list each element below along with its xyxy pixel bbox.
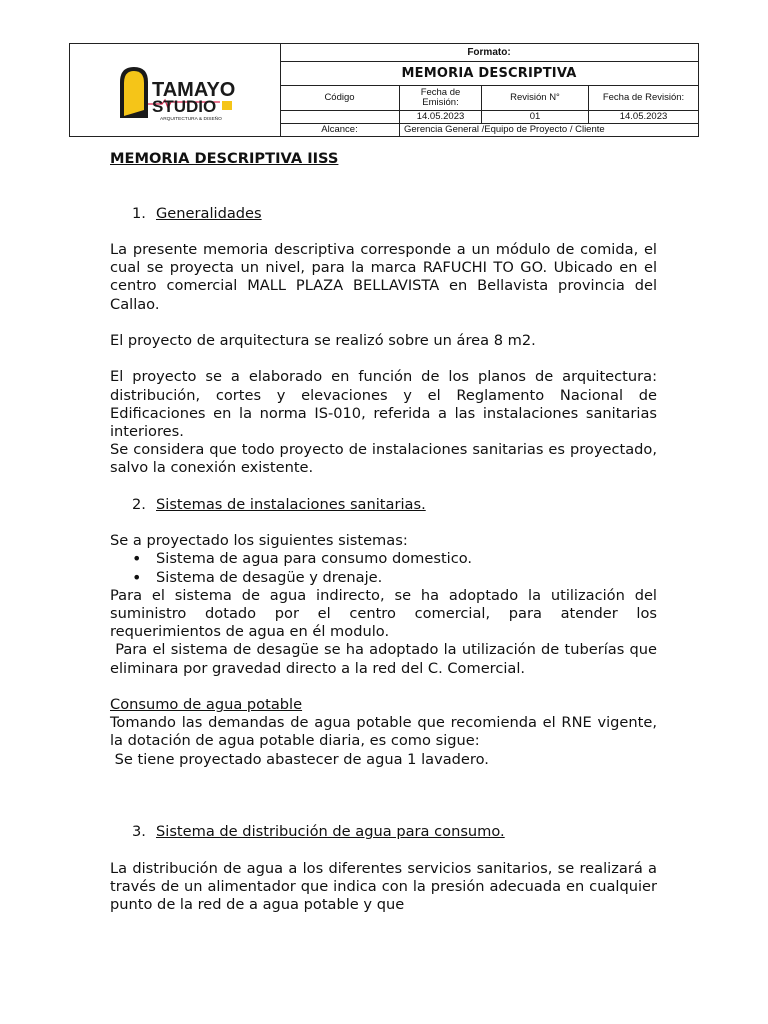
paragraph: Se considera que todo proyecto de instalaciones sanitarias es proyectado, salvo la conexión existente. xyxy=(110,441,657,477)
paragraph: Para el sistema de agua indirecto, se ha adoptado la utilización del suministro dotado por el centro comercial, para atender los requerimientos de agua en él modulo. xyxy=(110,586,657,641)
logo-text-tamayo: TAMAYO xyxy=(152,79,236,101)
section-3-title: Sistema de distribución de agua para consumo. xyxy=(156,823,505,841)
val-fecha-revision: 14.05.2023 xyxy=(619,111,668,122)
paragraph: Tomando las demandas de agua potable que recomienda el RNE vigente, la dotación de agua potable diaria, es como sigue: xyxy=(110,714,657,750)
paragraph: El proyecto de arquitectura se realizó sobre un área 8 m2. xyxy=(110,331,536,349)
header-row-columns xyxy=(280,86,698,111)
document-body xyxy=(110,150,662,914)
col-fecha-emision: Fecha de Emisión: xyxy=(400,86,482,110)
doc-type-title: MEMORIA DESCRIPTIVA xyxy=(401,65,577,81)
header-row-title xyxy=(280,62,698,86)
logo-tagline: ARQUITECTURA & DISEÑO xyxy=(160,117,222,122)
header-info xyxy=(280,44,698,136)
section-2-number: 2. xyxy=(132,495,146,513)
section-1-number: 1. xyxy=(132,204,146,222)
paragraph: La presente memoria descriptiva corresponde a un módulo de comida, el cual se proyecta un nivel, para la marca RAFUCHI TO GO. Ubicado en el centro comercial MALL PLAZA BELLAVISTA en Bellavista provincia del Callao. xyxy=(110,240,657,313)
section-1-title: Generalidades xyxy=(156,204,262,222)
document-title: MEMORIA DESCRIPTIVA IISS xyxy=(110,150,339,167)
formato-label: Formato: xyxy=(467,46,511,58)
systems-list xyxy=(110,550,657,586)
paragraph: El proyecto se a elaborado en función de los planos de arquitectura: distribución, cortes y elevaciones y el Reglamento Nacional de Edificaciones en la norma IS-010, referida a las instalaciones sanitarias interiores. xyxy=(110,368,657,440)
alcance-value: Gerencia General /Equipo de Proyecto / Cliente xyxy=(404,124,605,135)
list-item: • Sistema de agua para consumo domestico. xyxy=(156,550,657,568)
val-codigo xyxy=(280,111,400,123)
logo-text-studio: STUDIO xyxy=(152,97,217,116)
header-row-formato xyxy=(280,44,698,62)
tamayo-studio-logo xyxy=(70,44,280,136)
header-table xyxy=(69,43,699,137)
paragraph: Se a proyectado los siguientes sistemas: xyxy=(110,532,408,550)
section-2-heading xyxy=(110,496,657,514)
header-row-alcance xyxy=(280,124,698,136)
section-3-heading xyxy=(110,823,657,841)
val-fecha-emision: 14.05.2023 xyxy=(400,111,482,123)
logo-cell xyxy=(70,44,281,136)
col-revision: Revisión N° xyxy=(482,86,589,110)
list-item: • Sistema de desagüe y drenaje. xyxy=(156,569,657,587)
section-2-title: Sistemas de instalaciones sanitarias. xyxy=(156,495,426,513)
section-1-heading xyxy=(110,205,657,223)
col-codigo: Código xyxy=(280,86,400,110)
paragraph: Para el sistema de desagüe se ha adoptado la utilización de tuberías que eliminara por gravedad directo a la red del C. Comercial. xyxy=(110,641,662,677)
section-3-number: 3. xyxy=(132,823,146,841)
col-fecha-revision: Fecha de Revisión: xyxy=(602,92,685,103)
paragraph: La distribución de agua a los diferentes servicios sanitarios, se realizará a través de un alimentador que indica con la presión adecuada en cualquier punto de la red de a agua potable y que xyxy=(110,859,657,914)
val-revision: 01 xyxy=(482,111,589,123)
header-row-values xyxy=(280,111,698,124)
subheading-consumo: Consumo de agua potable xyxy=(110,695,303,713)
alcance-label: Alcance: xyxy=(280,124,400,136)
paragraph: Se tiene proyectado abastecer de agua 1 lavadero. xyxy=(110,750,489,768)
